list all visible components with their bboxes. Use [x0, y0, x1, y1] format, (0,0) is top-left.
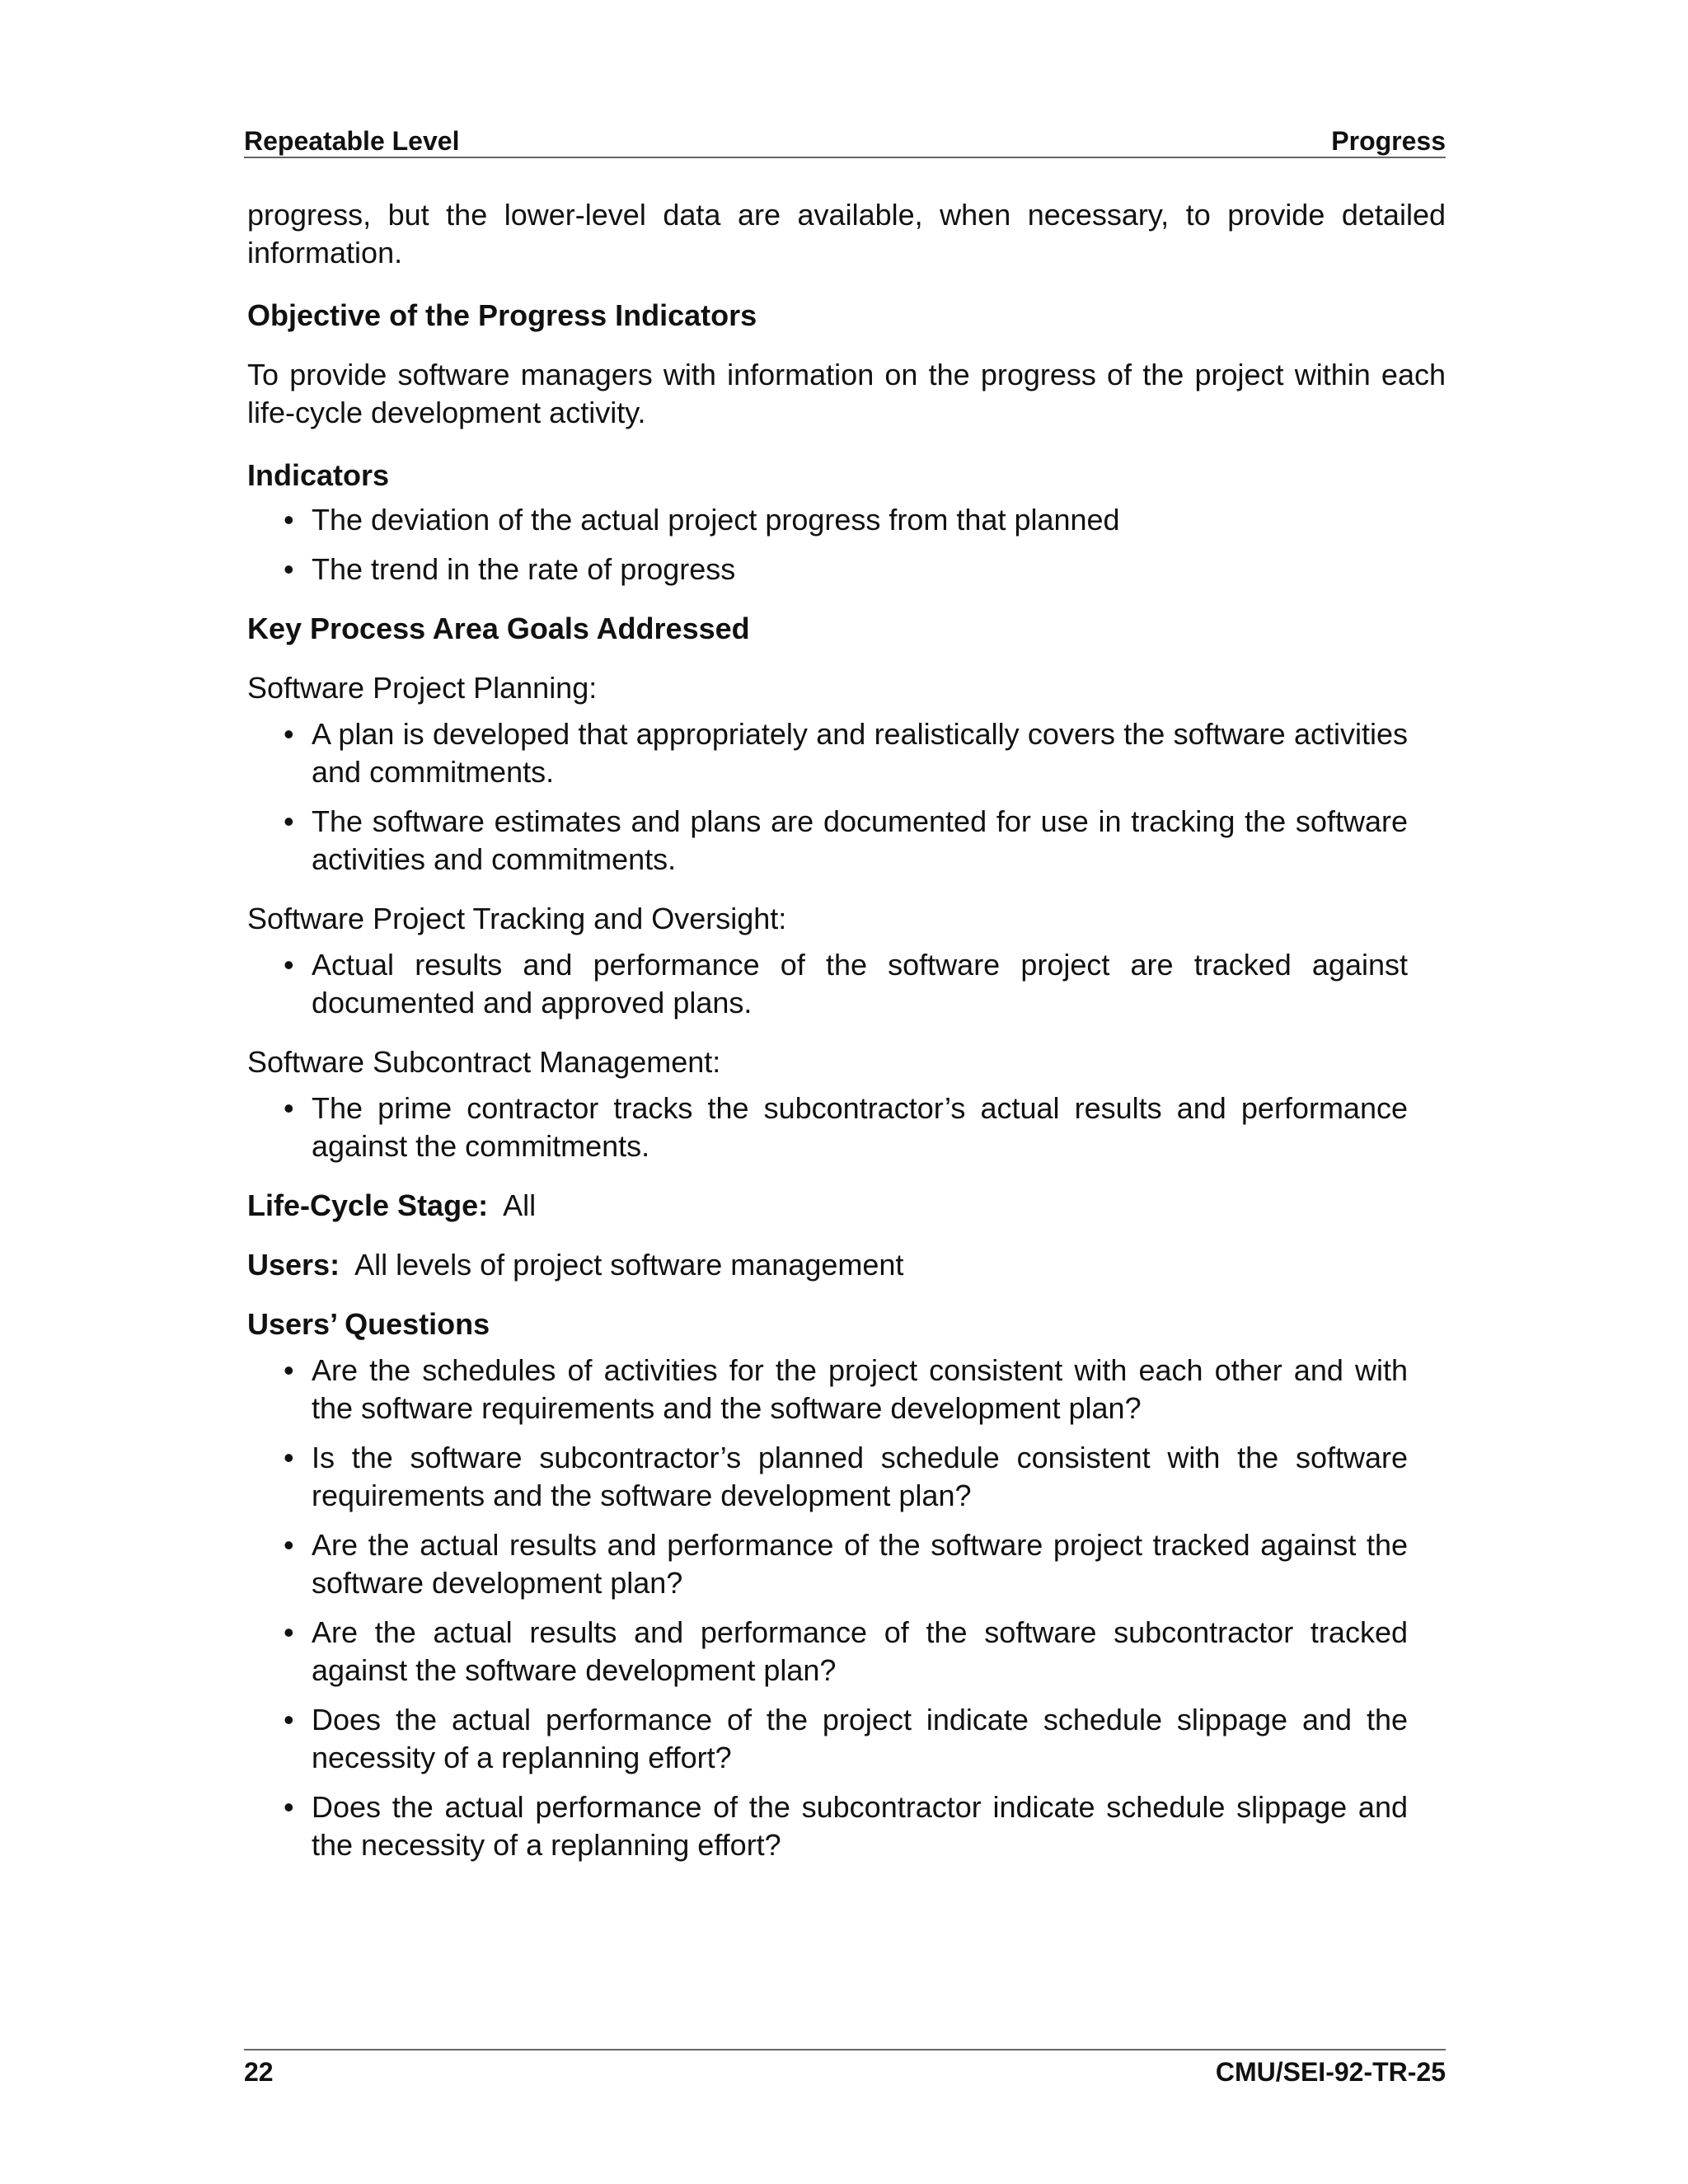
- list-item: • Is the software subcontractor’s planned schedule consistent with the software requirements and the software development plan?: [284, 1441, 1408, 1512]
- list-item: • The trend in the rate of progress: [247, 551, 1408, 588]
- kpa-group-list: [247, 946, 1408, 1022]
- kpa-group-title: Software Subcontract Management:: [247, 1045, 721, 1079]
- bullet-icon: •: [284, 503, 294, 537]
- bullet-icon: •: [284, 948, 294, 982]
- bullet-icon: •: [284, 717, 294, 751]
- list-item: • Are the actual results and performance of the software subcontractor tracked against the software development plan?: [284, 1615, 1408, 1687]
- lifecycle-value: All: [503, 1188, 537, 1222]
- intro-paragraph: progress, but the lower-level data are available, when necessary, to provide detailed information.: [247, 198, 1446, 269]
- report-id: CMU/SEI-92-TR-25: [1215, 2057, 1446, 2087]
- questions-list: [247, 1352, 1408, 1864]
- list-item: • A plan is developed that appropriately and realistically covers the software activities and commitments.: [284, 717, 1408, 789]
- bullet-icon: •: [284, 1703, 294, 1736]
- page-header: [244, 122, 1446, 157]
- users-line: [247, 1246, 1446, 1284]
- list-item: • Does the actual performance of the project indicate schedule slippage and the necessity of a replanning effort?: [284, 1703, 1408, 1774]
- list-item: • Actual results and performance of the software project are tracked against documented and approved plans.: [284, 948, 1408, 1019]
- users-value: All levels of project software management: [354, 1248, 904, 1282]
- list-item: • Are the actual results and performance of the software project tracked against the software development plan?: [284, 1528, 1408, 1600]
- indicators-list: [247, 501, 1408, 588]
- list-item: • The prime contractor tracks the subcontractor’s actual results and performance against the commitments.: [284, 1091, 1408, 1163]
- bullet-icon: •: [284, 1441, 294, 1474]
- questions-heading: Users’ Questions: [247, 1307, 490, 1341]
- users-label: Users:: [247, 1248, 340, 1282]
- objective-paragraph: To provide software managers with information on the progress of the project within each life-cycle development activity.: [247, 358, 1446, 429]
- bullet-icon: •: [284, 804, 294, 838]
- header-topic-title: Progress: [1331, 126, 1446, 156]
- lifecycle-line: [247, 1187, 1446, 1225]
- kpa-heading: Key Process Area Goals Addressed: [247, 612, 750, 645]
- bullet-icon: •: [284, 1091, 294, 1125]
- page-footer: [244, 2055, 1446, 2088]
- list-item: • The software estimates and plans are documented for use in tracking the software activities and commitments.: [284, 804, 1408, 876]
- kpa-group-title: Software Project Tracking and Oversight:: [247, 902, 787, 935]
- bullet-icon: •: [284, 1790, 294, 1824]
- lifecycle-label: Life-Cycle Stage:: [247, 1188, 489, 1222]
- list-item: • The deviation of the actual project progress from that planned: [247, 501, 1408, 539]
- kpa-group-title: Software Project Planning:: [247, 671, 598, 705]
- bullet-icon: •: [284, 552, 294, 586]
- header-section-title: Repeatable Level: [244, 126, 460, 156]
- kpa-group-list: [247, 715, 1408, 879]
- bullet-icon: •: [284, 1615, 294, 1649]
- list-item: • Are the schedules of activities for the project consistent with each other and with the software requirements and the software development plan?: [284, 1353, 1408, 1425]
- header-rule: [244, 157, 1446, 158]
- page-number: 22: [244, 2057, 274, 2087]
- objective-heading: Objective of the Progress Indicators: [247, 298, 757, 332]
- footer-rule: [244, 2049, 1446, 2050]
- bullet-icon: •: [284, 1528, 294, 1562]
- bullet-icon: •: [284, 1353, 294, 1387]
- indicators-heading: Indicators: [247, 458, 390, 492]
- list-item: • Does the actual performance of the subcontractor indicate schedule slippage and the necessity of a replanning effort?: [284, 1790, 1408, 1862]
- kpa-group-list: [247, 1090, 1408, 1165]
- page-body: [247, 196, 1446, 1876]
